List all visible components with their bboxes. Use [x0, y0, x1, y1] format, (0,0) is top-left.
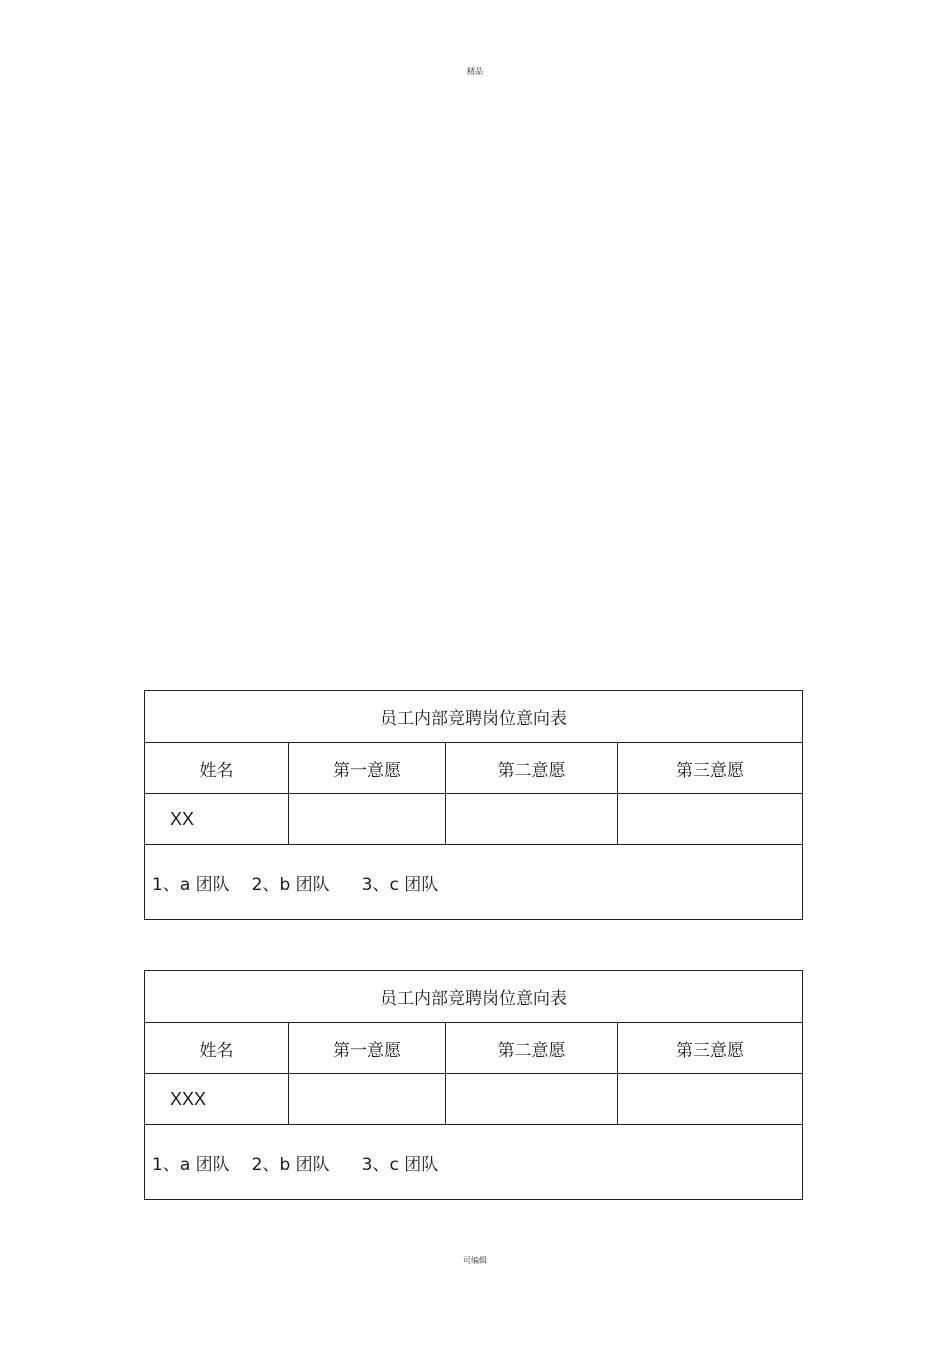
- team-option: 1、a 团队: [152, 1154, 230, 1175]
- header-row: [145, 1023, 802, 1074]
- intent-form-table: [144, 690, 803, 920]
- first-choice-cell[interactable]: [289, 1074, 446, 1124]
- team-options: [145, 1125, 802, 1199]
- third-choice-cell[interactable]: [618, 1074, 802, 1124]
- table-row: [145, 794, 802, 845]
- third-choice-cell[interactable]: [618, 794, 802, 844]
- column-header-second-choice: 第二意愿: [446, 743, 618, 793]
- column-header-first-choice: 第一意愿: [289, 1023, 446, 1073]
- team-option: 2、b 团队: [251, 874, 330, 895]
- page-footer-mark: 可编辑: [463, 1256, 487, 1265]
- team-option: 3、c 团队: [361, 874, 439, 895]
- column-header-third-choice: 第三意愿: [676, 1040, 744, 1061]
- form-title: 员工内部竞聘岗位意向表: [145, 971, 802, 1023]
- first-choice-cell[interactable]: [289, 794, 446, 844]
- team-option: 3、c 团队: [361, 1154, 439, 1175]
- second-choice-cell[interactable]: [446, 1074, 618, 1124]
- second-choice-cell[interactable]: [446, 794, 618, 844]
- table-row: [145, 1074, 802, 1125]
- column-header-third-choice: 第三意愿: [676, 760, 744, 781]
- team-option: 2、b 团队: [251, 1154, 330, 1175]
- intent-form-table: [144, 970, 803, 1200]
- column-header-name: 姓名: [145, 1023, 289, 1073]
- form-title: 员工内部竞聘岗位意向表: [145, 691, 802, 743]
- column-header-first-choice: 第一意愿: [289, 743, 446, 793]
- column-header-second-choice: 第二意愿: [446, 1023, 618, 1073]
- team-options: [145, 845, 802, 919]
- team-option: 1、a 团队: [152, 874, 230, 895]
- page-header-mark: 精品: [467, 67, 483, 76]
- header-row: [145, 743, 802, 794]
- name-cell: XXX: [145, 1074, 289, 1124]
- name-cell: XX: [145, 794, 289, 844]
- column-header-name: 姓名: [145, 743, 289, 793]
